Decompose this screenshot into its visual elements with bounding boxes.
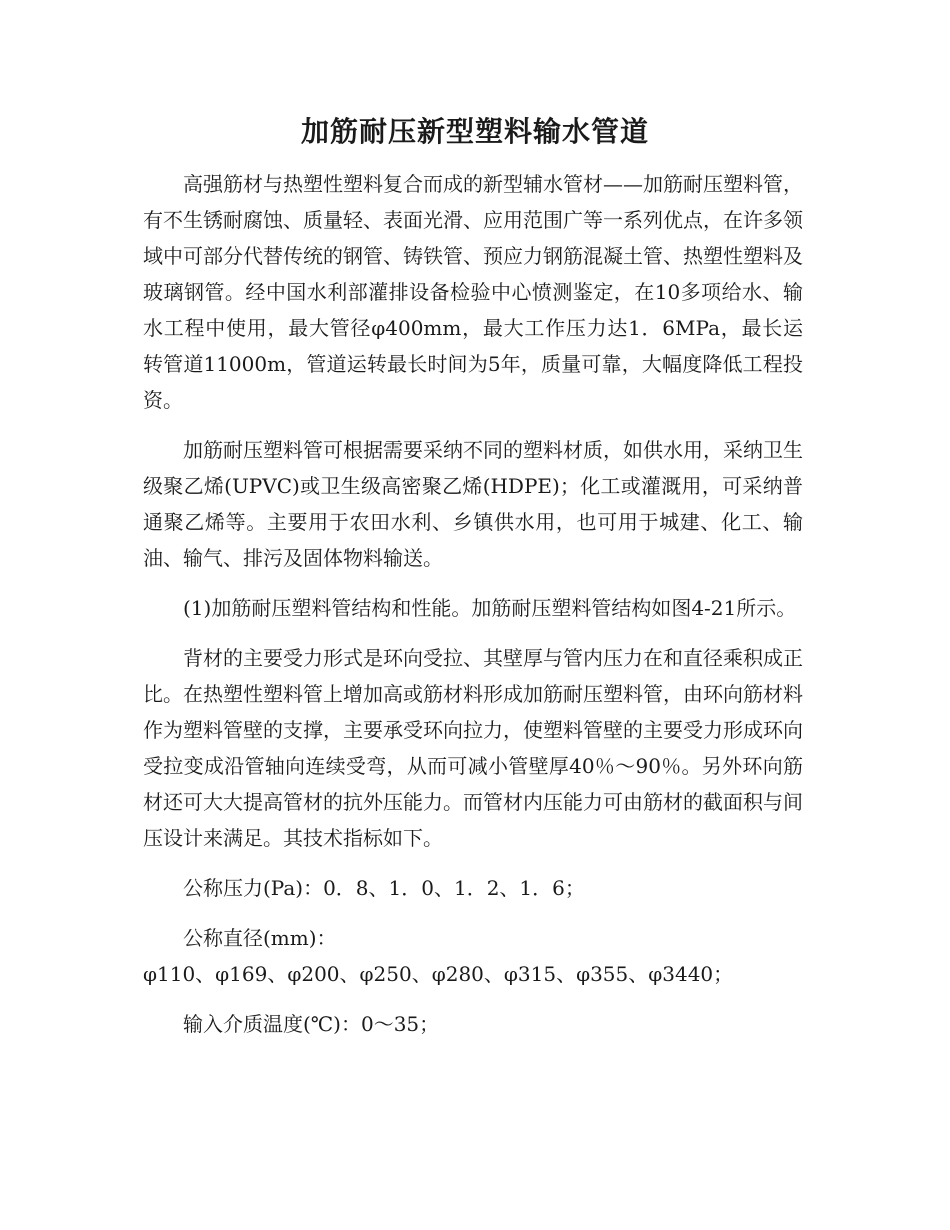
spec-nominal-diameter-values: φ110、φ169、φ200、φ250、φ280、φ315、φ355、φ3440； — [143, 962, 734, 986]
spec-nominal-pressure: 公称压力(Pa)：0．8、1．0、1．2、1．6； — [183, 876, 585, 900]
document-body — [143, 166, 803, 1042]
spec-nominal-diameter-label: 公称直径(mm)： — [183, 926, 337, 950]
paragraph-mechanics: 背材的主要受力形式是环向受拉、其壁厚与管内压力在和直径乘积成正比。在热塑性塑料管上增加高或筋材料形成加筋耐压塑料管，由环向筋材料作为塑料管壁的支撑，主要承受环向拉力，使塑料管壁的主要受力形成环向受拉变成沿管轴向连续受弯，从而可减小管壁厚40％～90％。另外环向筋材还可大大提高管材的抗外压能力。而管材内压能力可由筋材的截面积与间压设计来满足。其技术指标如下。 — [143, 646, 803, 850]
paragraph-intro: 高强筋材与热塑性塑料复合而成的新型辅水管材——加筋耐压塑料管，有不生锈耐腐蚀、质量轻、表面光滑、应用范围广等一系列优点，在许多领域中可部分代替传统的钢管、铸铁管、预应力钢筋混凝土管、热塑性塑料及玻璃钢管。经中国水利部灌排设备检验中心愤测鉴定，在10多项给水、输水工程中使用，最大管径φ400mm，最大工作压力达1．6MPa，最长运转管道11000m，管道运转最长时间为5年，质量可靠，大幅度降低工程投资。 — [143, 172, 803, 412]
paragraph-structure: (1)加筋耐压塑料管结构和性能。加筋耐压塑料管结构如图4-21所示。 — [183, 596, 797, 620]
paragraph-materials: 加筋耐压塑料管可根据需要采纳不同的塑料材质，如供水用，采纳卫生级聚乙烯(UPVC)或卫生级高密聚乙烯(HDPE)；化工或灌溉用，可采纳普通聚乙烯等。主要用于农田水利、乡镇供水用，也可用于城建、化工、输油、输气、排污及固体物料输送。 — [143, 438, 803, 570]
document-title: 加筋耐压新型塑料输水管道 — [300, 115, 649, 148]
spec-medium-temperature: 输入介质温度(℃)：0～35； — [183, 1012, 440, 1036]
